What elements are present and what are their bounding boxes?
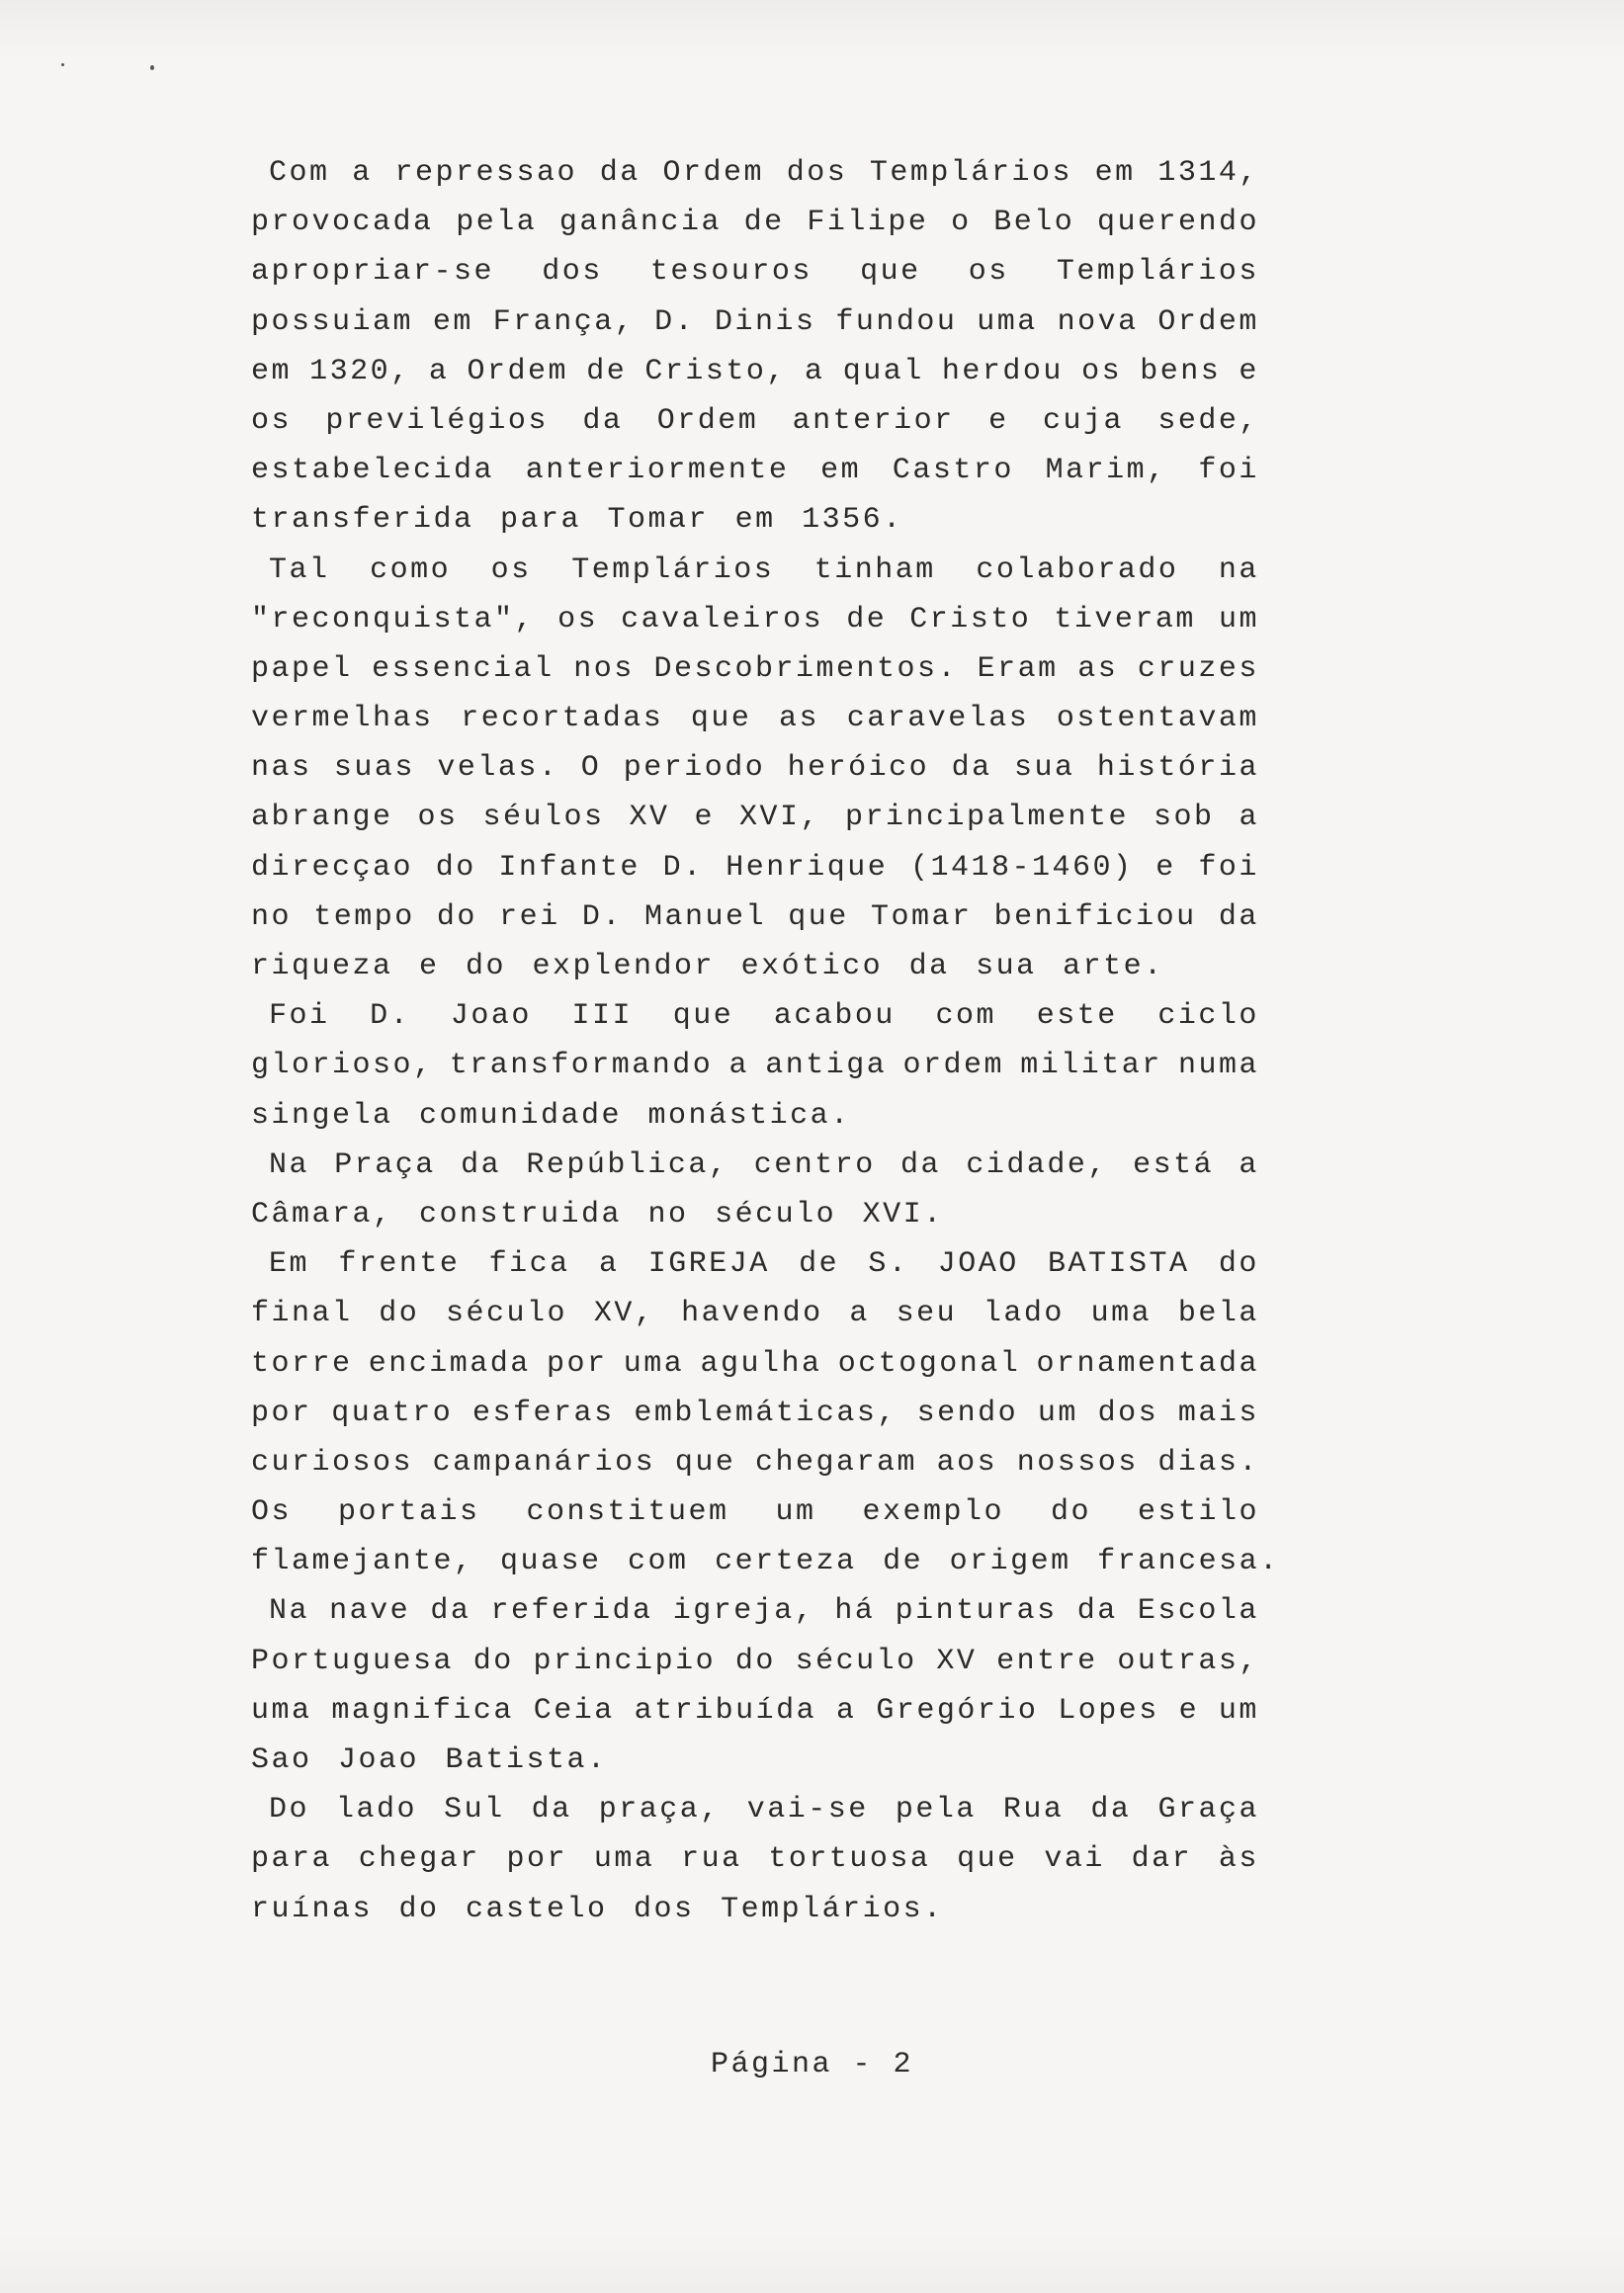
word: sede, [1157,403,1259,438]
word: referida [490,1594,653,1629]
word: as [1077,651,1119,686]
word: nos [573,651,635,686]
word: Com [269,156,330,190]
word: portais [337,1495,480,1530]
word: agulha [700,1346,822,1381]
word: seu [896,1297,958,1331]
word: da [1090,1793,1132,1827]
word: pela [456,206,538,240]
word: da [900,1147,942,1182]
word: de [799,1247,840,1282]
word: direcçao [251,850,414,885]
word: Os [251,1495,293,1530]
word: séulos [482,801,605,835]
word: Graça [1157,1793,1259,1827]
text-line [251,991,1259,1041]
word: magnifica [331,1693,514,1728]
word: em [251,354,293,388]
word: o [951,206,972,240]
word: foi [1198,850,1259,885]
word: um [1037,1396,1078,1430]
word: esferas [472,1396,615,1430]
word: estabelecida [251,454,495,488]
word: emblemáticas, [634,1396,897,1430]
text-line: riqueza e do explendor exótico da sua arte. [251,950,1164,983]
text-line [251,1239,1259,1289]
word: da [531,1793,572,1827]
word: rua [681,1842,742,1877]
text-line [251,396,1259,446]
word: da [1076,1594,1118,1629]
word: e [1239,354,1259,388]
word: Templários [1056,255,1259,290]
word: (1418-1460) [909,850,1134,885]
word: tinham [813,552,936,587]
text-line [251,1834,1259,1884]
word: XV [936,1644,978,1678]
word: tortuosa [768,1842,931,1877]
word: Descobrimentos. [653,651,958,686]
word: a [598,1247,620,1282]
word: Escola [1137,1594,1259,1629]
word: cuja [1042,403,1124,438]
text-line [251,247,1259,297]
word: benificiou [993,899,1197,934]
text-line [251,1637,1259,1686]
word: há [834,1594,876,1629]
word: que [674,1445,736,1480]
text-line [251,1041,1259,1090]
word: tesouros [649,255,812,290]
word: Joao [450,999,532,1034]
word: herdou [941,354,1064,388]
word: dos [542,255,603,290]
word: a [1239,801,1259,835]
word: história [1096,751,1259,786]
word: chegar [358,1842,480,1877]
word: periodo [623,751,766,786]
word: recortadas [461,702,664,736]
word: possuiam [251,304,414,339]
word: da [599,156,641,190]
word: IGREJA [647,1247,770,1282]
word: vai-se [746,1793,869,1827]
text-line: Sao Joao Batista. [251,1743,608,1777]
word: pela [895,1793,977,1827]
word: heróico [787,751,930,786]
text-line [251,446,1259,495]
word: igreja, [672,1594,815,1629]
word: frente [338,1247,461,1282]
word: os [1081,354,1123,388]
word: do [435,850,476,885]
text-line [251,1438,1259,1487]
text-line [251,595,1259,644]
word: "reconquista", [251,602,536,637]
word: BATISTA [1048,1247,1190,1282]
word: este [1036,999,1118,1034]
word: XV, [593,1297,655,1331]
word: uma [977,304,1038,339]
word: Rua [1002,1793,1065,1827]
paragraph [251,1586,1259,1785]
word: encimada [368,1346,531,1381]
word: a [849,1297,870,1331]
word: dos [786,156,848,190]
word: chegaram [754,1445,917,1480]
text-line [251,1141,1259,1190]
word: cidade, [966,1147,1108,1182]
word: rei [499,899,560,934]
word: fundou [835,304,958,339]
word: estilo [1137,1495,1259,1530]
word: da [461,1147,502,1182]
paragraph [251,148,1259,546]
page-number: Página - 2 [710,2048,914,2081]
word: do [1050,1495,1091,1530]
word: com [935,999,997,1034]
word: glorioso, [251,1049,434,1083]
word: Belo [993,206,1075,240]
word: III [571,999,634,1034]
word: em [1094,156,1136,190]
word: que [788,899,849,934]
text-line [251,297,1259,347]
word: 1320, [309,354,411,388]
word: Henrique [726,850,889,885]
word: do [379,1297,420,1331]
word: de [743,206,785,240]
word: no [251,899,293,934]
document-body [251,148,1280,1934]
word: do [472,1644,514,1678]
word: as [779,702,820,736]
word: os [490,552,532,587]
word: qual [842,354,924,388]
word: por [251,1396,312,1430]
word: a [352,156,373,190]
word: torre [251,1346,353,1381]
word: do [436,899,477,934]
word: final [251,1297,353,1331]
word: octogonal [837,1346,1021,1381]
scan-speck [150,65,154,70]
word: tiveram [1054,602,1196,637]
word: foi [1198,454,1259,488]
word: D. [581,899,623,934]
text-line [251,892,1259,942]
text-line [251,1686,1259,1736]
word: XV [629,801,670,835]
word: Do [269,1793,310,1827]
word: O [580,751,602,786]
word: abrange [251,801,393,835]
word: havendo [681,1297,823,1331]
word: Castro [892,454,1014,488]
word: ordem [902,1049,1005,1083]
word: da [951,751,992,786]
text-line [251,1487,1259,1537]
word: uma [1090,1297,1153,1331]
word: dias. [1157,1445,1259,1480]
word: por [506,1842,568,1877]
text-line: Câmara, construida no século XVI. [251,1197,944,1231]
word: Sul [444,1793,505,1827]
text-line [251,793,1259,842]
text-line [251,694,1259,743]
word: um [1218,602,1259,637]
word: Eram [977,651,1059,686]
word: atribuída [634,1693,817,1728]
word: e [988,403,1009,438]
text-line [251,843,1259,892]
word: principalmente [844,801,1129,835]
word: colaborado [976,552,1179,587]
word: Cristo, [644,354,787,388]
word: transformando [449,1049,714,1083]
word: sob [1153,801,1215,835]
word: Templários [869,156,1072,190]
word: acabou [773,999,896,1034]
paragraph [251,1141,1259,1239]
word: vai [1044,1842,1105,1877]
word: de [846,602,888,637]
word: Na [269,1147,310,1182]
word: nova [1057,304,1139,339]
text-line [251,546,1259,595]
word: uma [251,1693,312,1728]
word: Marim, [1045,454,1167,488]
word: os [557,602,599,637]
text-line [251,1289,1259,1338]
word: antiga [765,1049,888,1083]
word: previlégios [325,403,549,438]
word: Na [269,1594,310,1629]
word: exemplo [862,1495,1004,1530]
word: Praça [334,1147,436,1182]
word: uma [593,1842,655,1877]
word: Ceia [533,1693,615,1728]
word: entre [996,1644,1098,1678]
word: nossos [1016,1445,1139,1480]
paragraph [251,1239,1280,1586]
word: pinturas [895,1594,1058,1629]
word: Portuguesa [251,1644,455,1678]
word: suas [333,751,415,786]
word: do [1218,1247,1259,1282]
word: Cristo [909,602,1032,637]
word: às [1218,1842,1259,1877]
word: essencial [372,651,555,686]
scan-speck [61,63,64,66]
paragraph [251,546,1259,992]
word: D. [370,999,411,1034]
word: 1314, [1157,156,1259,190]
word: bela [1177,1297,1259,1331]
word: ciclo [1157,999,1259,1034]
word: militar [1020,1049,1162,1083]
word: Manuel [644,899,767,934]
word: Ordem [662,156,764,190]
word: Filipe [807,206,929,240]
word: ornamentada [1036,1346,1259,1381]
word: aos [936,1445,998,1480]
word: e [1178,1693,1200,1728]
word: os [417,801,459,835]
word: tempo [313,899,415,934]
word: Infante [498,850,641,885]
word: Ordem [1157,304,1259,339]
word: um [775,1495,816,1530]
word: anterior [792,403,955,438]
word: França, [492,304,636,339]
word: a [1239,1147,1259,1182]
word: numa [1177,1049,1259,1083]
word: em [820,454,862,488]
word: Tomar [870,899,973,934]
word: que [672,999,734,1034]
word: bens [1140,354,1222,388]
word: D. [654,304,696,339]
text-line [251,148,1259,198]
word: século [446,1297,568,1331]
word: século [795,1644,917,1678]
word: S. [868,1247,909,1282]
word: centro [753,1147,876,1182]
text-line [251,198,1259,247]
text-line [251,347,1259,396]
word: sendo [916,1396,1019,1430]
word: do [734,1644,776,1678]
word: dar [1131,1842,1193,1877]
word: repressao [394,156,577,190]
word: curiosos [251,1445,414,1480]
word: Lopes [1058,1693,1159,1728]
word: na [1218,552,1259,587]
word: constituem [526,1495,729,1530]
word: lado [336,1793,418,1827]
text-line: flamejante, quase com certeza de origem francesa. [251,1545,1280,1579]
word: JOAO [937,1247,1019,1282]
word: provocada [251,206,434,240]
word: por [546,1346,608,1381]
word: caravelas [846,702,1030,736]
word: fica [488,1247,570,1282]
word: da [430,1594,471,1629]
word: os [251,403,293,438]
word: a [835,1693,857,1728]
text-line [251,1785,1259,1834]
text-line: singela comunidade monástica. [251,1098,851,1133]
word: uma [623,1346,685,1381]
word: velas. [437,751,559,786]
word: anteriormente [525,454,790,488]
word: Foi [269,999,330,1034]
word: praça, [598,1793,721,1827]
word: Ordem [656,403,759,438]
word: como [370,552,452,587]
text-line: transferida para Tomar em 1356. [251,503,903,538]
word: da [1218,899,1259,934]
word: sua [1014,751,1075,786]
word: cavaleiros [621,602,824,637]
word: campanários [432,1445,656,1480]
paragraph [251,1785,1259,1934]
text-line [251,1586,1259,1636]
word: ganância [558,206,722,240]
word: a [805,354,825,388]
text-line [251,743,1259,793]
word: dos [1097,1396,1159,1430]
paragraph [251,991,1259,1141]
word: apropriar-se [251,255,495,290]
word: que [860,255,921,290]
word: D. [662,850,704,885]
text-line [251,1389,1259,1438]
word: República, [526,1147,729,1182]
word: nas [251,751,312,786]
word: que [690,702,752,736]
word: em [432,304,473,339]
text-line [251,1339,1259,1389]
word: mais [1177,1396,1259,1430]
word: querendo [1096,206,1259,240]
word: de [586,354,628,388]
word: cruzes [1137,651,1259,686]
word: Gregório [876,1693,1039,1728]
word: Ordem [467,354,569,388]
word: Tal [269,552,330,587]
word: quatro [331,1396,454,1430]
word: que [957,1842,1018,1877]
word: papel [251,651,353,686]
word: ostentavam [1056,702,1259,736]
text-line: ruínas do castelo dos Templários. [251,1892,944,1926]
word: principio [533,1644,717,1678]
text-line [251,644,1259,694]
word: e [694,801,715,835]
word: da [582,403,624,438]
word: Templários [571,552,775,587]
word: lado [983,1297,1065,1331]
word: Dinis [714,304,816,339]
word: XVI, [738,801,820,835]
word: um [1218,1693,1259,1728]
word: nave [329,1594,411,1629]
word: e [1155,850,1176,885]
word: a [428,354,450,388]
word: outras, [1117,1644,1259,1678]
word: vermelhas [251,702,434,736]
word: a [728,1049,750,1083]
word: está [1133,1147,1215,1182]
word: para [251,1842,333,1877]
word: os [968,255,1009,290]
word: Em [269,1247,310,1282]
